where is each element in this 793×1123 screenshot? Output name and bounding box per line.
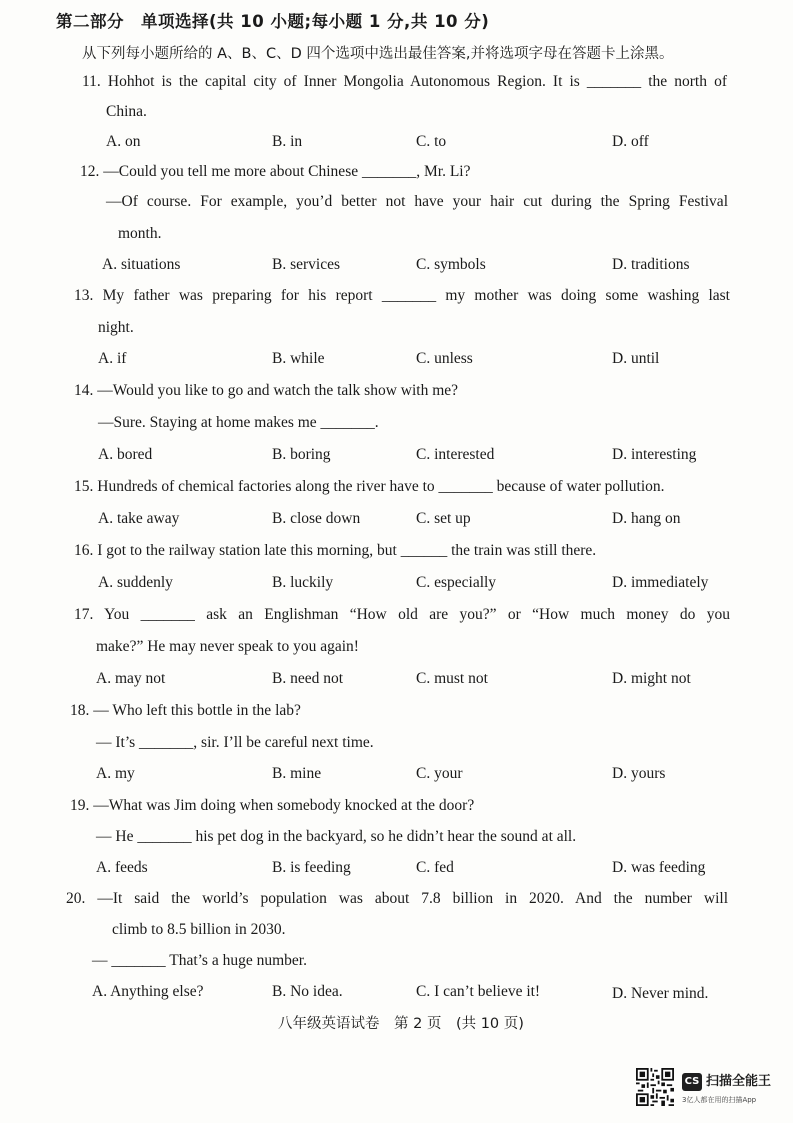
instruction: 从下列每小题所给的 A、B、C、D 四个选项中选出最佳答案,并将选项字母在答题卡上涂黑。: [82, 46, 674, 62]
option-c: C. I can’t believe it!: [416, 983, 541, 1000]
question-text: 12. —Could you tell me more about Chinese _______, Mr. Li?: [80, 163, 471, 180]
camscanner-name: 扫描全能王: [706, 1074, 772, 1089]
question-text: climb to 8.5 billion in 2030.: [112, 921, 286, 938]
option-b: B. while: [272, 350, 325, 367]
option-c: C. must not: [416, 670, 488, 687]
option-c: C. symbols: [416, 256, 486, 273]
option-b: B. boring: [272, 446, 331, 463]
option-b: B. services: [272, 256, 341, 273]
section-title: 第二部分 单项选择(共 10 小题;每小题 1 分,共 10 分): [56, 12, 490, 31]
question-text: 15. Hundreds of chemical factories along the river have to _______ because of water pollution.: [74, 478, 665, 495]
question-text: month.: [118, 225, 162, 242]
question-text: make?” He may never speak to you again!: [96, 638, 359, 655]
option-a: A. bored: [98, 446, 153, 463]
option-b: B. luckily: [272, 574, 334, 591]
option-d: D. off: [612, 133, 649, 150]
option-a: A. situations: [102, 256, 181, 273]
question-text: 14. —Would you like to go and watch the talk show with me?: [74, 382, 459, 399]
option-d: D. hang on: [612, 510, 681, 527]
qr-code-icon: [636, 1068, 674, 1106]
question-text: —Of course. For example, you’d better not have your hair cut during the Spring Festival: [106, 193, 728, 210]
option-c: C. interested: [416, 446, 495, 463]
option-d: D. traditions: [612, 256, 690, 273]
option-a: A. suddenly: [98, 574, 173, 591]
camscanner-logo-icon: CS: [682, 1073, 702, 1091]
option-d: D. immediately: [612, 574, 709, 591]
option-c: C. your: [416, 765, 463, 782]
option-a: A. feeds: [96, 859, 148, 876]
camscanner-tagline: 3亿人都在用的扫描App: [682, 1096, 757, 1104]
option-d: D. might not: [612, 670, 691, 687]
option-a: A. may not: [96, 670, 166, 687]
question-text: 16. I got to the railway station late this morning, but ______ the train was still there.: [74, 542, 597, 559]
option-c: C. fed: [416, 859, 454, 876]
option-c: C. set up: [416, 510, 471, 527]
option-b: B. need not: [272, 670, 344, 687]
option-a: A. take away: [98, 510, 180, 527]
option-d: D. Never mind.: [612, 985, 709, 1002]
option-c: C. unless: [416, 350, 473, 367]
question-text: 18. — Who left this bottle in the lab?: [70, 702, 301, 719]
question-text: 17. You _______ ask an Englishman “How old are you?” or “How much money do you: [74, 606, 730, 623]
question-text: — It’s _______, sir. I’ll be careful next time.: [96, 734, 374, 751]
page-footer: 八年级英语试卷 第 2 页 (共 10 页): [278, 1016, 524, 1032]
option-a: A. if: [98, 350, 127, 367]
option-b: B. is feeding: [272, 859, 351, 876]
question-text: 19. —What was Jim doing when somebody knocked at the door?: [70, 797, 475, 814]
option-a: A. on: [106, 133, 141, 150]
option-b: B. No idea.: [272, 983, 343, 1000]
question-text: — He _______ his pet dog in the backyard, so he didn’t hear the sound at all.: [96, 828, 577, 845]
option-c: C. especially: [416, 574, 497, 591]
question-text: 13. My father was preparing for his report _______ my mother was doing some washing last: [74, 287, 730, 304]
question-text: —Sure. Staying at home makes me _______.: [98, 414, 379, 431]
option-d: D. interesting: [612, 446, 697, 463]
question-text: night.: [98, 319, 134, 336]
option-d: D. until: [612, 350, 660, 367]
option-b: B. mine: [272, 765, 322, 782]
question-text: China.: [106, 103, 147, 120]
option-c: C. to: [416, 133, 447, 150]
question-text: — _______ That’s a huge number.: [92, 952, 307, 969]
option-d: D. was feeding: [612, 859, 706, 876]
option-b: B. close down: [272, 510, 361, 527]
option-d: D. yours: [612, 765, 666, 782]
question-text: 11. Hohhot is the capital city of Inner Mongolia Autonomous Region. It is _______ the north of: [82, 73, 727, 90]
option-a: A. my: [96, 765, 135, 782]
option-a: A. Anything else?: [92, 983, 204, 1000]
question-text: 20. —It said the world’s population was about 7.8 billion in 2020. And the number will: [66, 890, 728, 907]
option-b: B. in: [272, 133, 303, 150]
